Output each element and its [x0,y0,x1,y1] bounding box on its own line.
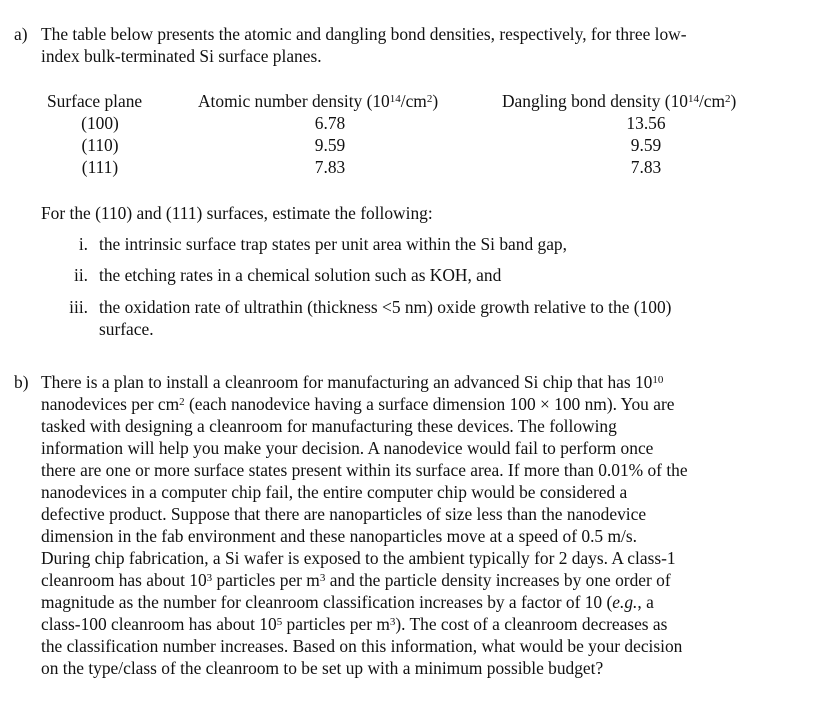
paragraph-line: defective product. Suppose that there are nanoparticles of size less than the nanodevice [41,504,647,524]
table-cell-atomic: 7.83 [314,157,346,177]
header-surface-plane: Surface plane [47,91,143,111]
list-item-label: ii. [73,265,88,285]
paragraph-line: information will help you make your decision. A nanodevice would fail to perform once [41,438,654,458]
paragraph-line: class-100 cleanroom has about $10^5$ particles per $m^3$). The cost of a cleanroom decreases as [41,614,668,634]
paragraph-line: magnitude as the number for cleanroom classification increases by a factor of 10 (e.g., a [41,592,654,612]
part-b-paragraph [41,371,771,679]
table-cell-atomic: 9.59 [314,135,346,155]
estimate-intro: For the (110) and (111) surfaces, estimate the following: [41,203,433,223]
list-item-label: i. [78,234,88,254]
paragraph-line: tasked with designing a cleanroom for manufacturing these devices. The following [41,416,617,436]
paragraph-line: During chip fabrication, a Si wafer is exposed to the ambient typically for 2 days. A class-1 [41,548,676,568]
paragraph-line: the classification number increases. Based on this information, what would be your decision [41,636,683,656]
part-b-marker: b) [14,372,29,392]
part-a-marker: a) [14,24,28,44]
paragraph-line: on the type/class of the cleanroom to be set up with a minimum possible budget? [41,658,604,678]
table-cell-plane: (100) [81,113,119,133]
paragraph-line: there are one or more surface states present within its surface area. If more than 0.01% of the [41,460,688,480]
table-cell-dangling: 13.56 [626,113,666,133]
paragraph-line: dimension in the fab environment and these nanoparticles move at a speed of 0.5 m/s. [41,526,637,546]
list-item-label: iii. [69,297,88,317]
table-cell-dangling: 7.83 [630,157,662,177]
part-a-intro-line2: index bulk-terminated Si surface planes. [41,46,322,66]
table-cell-dangling: 9.59 [630,135,662,155]
paragraph-line: nanodevices per $cm^2$ (each nanodevice having a surface dimension 100 × 100 nm). You are [41,394,675,414]
paragraph-line: nanodevices in a computer chip fail, the entire computer chip would be considered a [41,482,628,502]
table-cell-plane: (111) [81,157,119,177]
part-a-intro-line1: The table below presents the atomic and dangling bond densities, respectively, for three low- [41,24,687,44]
list-item-text-continued: surface. [99,319,154,339]
table-cell-atomic: 6.78 [314,113,346,133]
header-dangling-density: Dangling bond density $(10^{14}/cm^2)$ [502,91,737,111]
list-item-text: the etching rates in a chemical solution such as KOH, and [99,265,502,285]
list-item-text: the intrinsic surface trap states per unit area within the Si band gap, [99,234,567,254]
header-atomic-density: Atomic number density $(10^{14}/cm^2)$ [198,91,439,111]
list-item-text: the oxidation rate of ultrathin (thickness <5 nm) oxide growth relative to the (100) [99,297,672,317]
table-cell-plane: (110) [81,135,119,155]
paragraph-line: There is a plan to install a cleanroom for manufacturing an advanced Si chip that has $10^{10}$ [41,372,664,392]
paragraph-line: cleanroom has about $10^3$ particles per $m^3$ and the particle density increases by one order of [41,570,671,590]
